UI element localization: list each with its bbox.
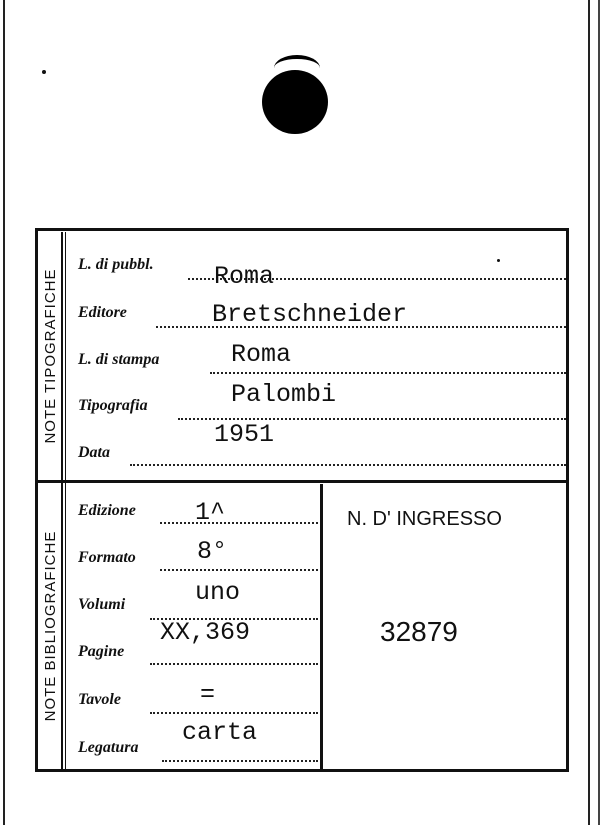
- field-line: [160, 569, 318, 571]
- label-formato: Formato: [78, 549, 136, 566]
- label-tavole: Tavole: [78, 691, 121, 708]
- value-volumi: uno: [195, 578, 241, 607]
- section-divider: [35, 480, 569, 483]
- ingresso-heading: N. D' INGRESSO: [347, 508, 502, 530]
- card-left-edge: [3, 0, 5, 825]
- label-editore: Editore: [78, 304, 127, 321]
- ingresso-divider: [320, 484, 323, 770]
- punch-hole: [262, 70, 328, 134]
- value-tavole: =: [200, 680, 216, 709]
- label-edizione: Edizione: [78, 502, 136, 519]
- field-line: [162, 760, 318, 762]
- note-bibliografiche-heading: NOTE BIBLIOGRAFICHE: [42, 530, 59, 722]
- field-line: [160, 522, 318, 524]
- value-editore: Bretschneider: [212, 300, 408, 329]
- field-line: [210, 372, 566, 374]
- label-data: Data: [78, 444, 110, 461]
- value-luogo-pubblicazione: Roma: [214, 262, 275, 291]
- field-line: [130, 464, 566, 466]
- label-luogo-stampa: L. di stampa: [78, 351, 160, 368]
- label-tipografia: Tipografia: [78, 397, 148, 414]
- label-column-divider-inner: [65, 232, 66, 770]
- label-legatura: Legatura: [78, 739, 139, 756]
- value-legatura: carta: [182, 718, 258, 747]
- ingresso-number: 32879: [380, 616, 458, 647]
- field-line: [150, 663, 318, 665]
- value-pagine: XX,369: [160, 618, 251, 647]
- value-formato: 8°: [197, 537, 228, 566]
- card-right-edge: [588, 0, 590, 825]
- value-data: 1951: [214, 420, 275, 449]
- value-tipografia: Palombi: [231, 380, 337, 409]
- label-luogo-pubblicazione: L. di pubbl.: [78, 256, 154, 273]
- label-pagine: Pagine: [78, 643, 125, 660]
- label-volumi: Volumi: [78, 596, 126, 613]
- speck: [42, 70, 46, 74]
- value-luogo-stampa: Roma: [231, 340, 292, 369]
- value-edizione: 1^: [195, 498, 226, 527]
- note-tipografiche-heading: NOTE TIPOGRAFICHE: [42, 268, 59, 444]
- field-line: [150, 712, 318, 714]
- scan-border: [598, 0, 600, 825]
